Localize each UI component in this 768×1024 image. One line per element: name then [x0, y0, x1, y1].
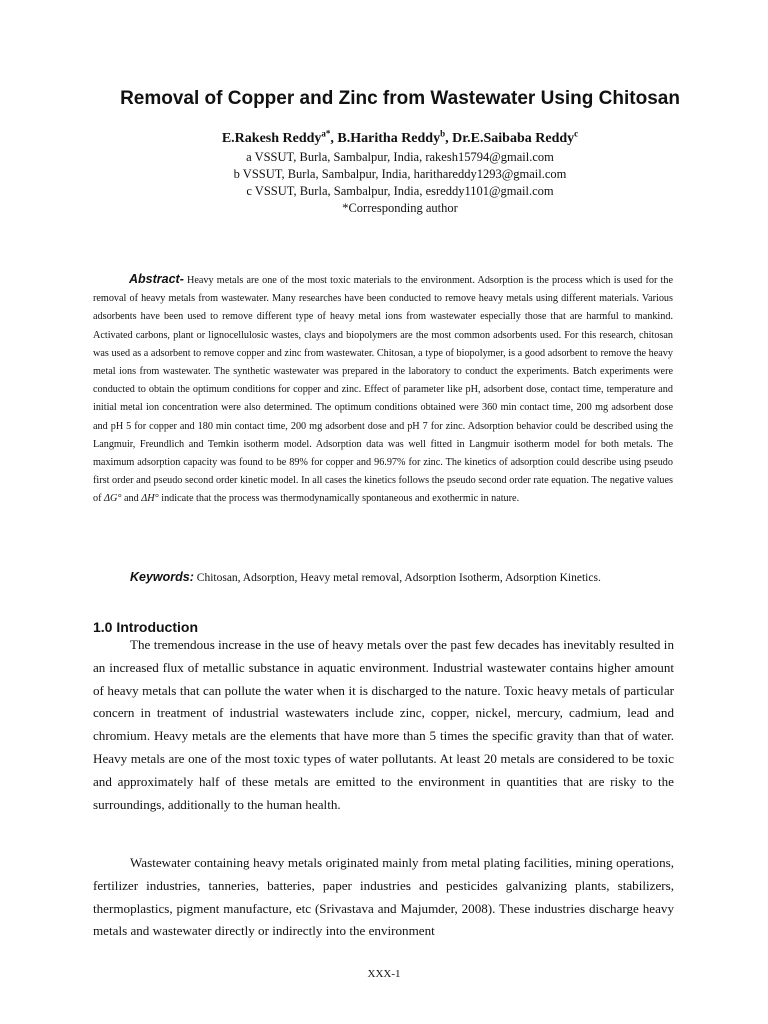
author-affiliation-mark: b: [440, 128, 446, 139]
body-paragraph: [93, 852, 674, 943]
abstract-label: Abstract-: [129, 272, 184, 286]
keywords: [130, 566, 630, 590]
abstract-text: Heavy metals are one of the most toxic materials to the environment. Adsorption is the process which is used for the removal of heavy metals from wastewater. Many researches have been conducted to remove heavy metals using different materials. Various adsorbents have been used to remove different type of heavy metal ions from wastewater especially those that are harmful to mankind. Activated carbons, plant or lignocellulosic wastes, clays and biopolymers are the most common adsorbents used. For this research, chitosan was used as a adsorbent to remove copper and zinc from wastewater. Chitosan, a type of biopolymer, is a good adsorbent to remove the heavy metal ions from wastewater. The synthetic wastewater was prepared in the laboratory to conduct the experiments. Batch experiments were conducted to obtain the optimum conditions for copper and zinc. Effect of parameter like pH, adsorbent dose, contact time, temperature and initial metal ion concentration were also determined. The optimum conditions obtained were 360 min contact time, 200 mg adsorbent dose and pH 5 for copper and 180 min contact time, 200 mg adsorbent dose and pH 7 for zinc. Adsorption behavior could be described using the Langmuir, Freundlich and Temkin isotherm model. Adsorption data was well fitted in Langmuir isotherm model for both metals. The maximum adsorption capacity was found to be 89% for copper and 96.97% for zinc. The kinetics of adsorption could describe using pseudo first order and pseudo second order kinetic model. In all cases the kinetics follows the pseudo second order rate equation. The negative values of: [93, 275, 673, 505]
corresponding-author-note: *Corresponding author: [342, 201, 458, 215]
page-number: XXX-1: [367, 968, 401, 980]
paper-title: Removal of Copper and Zinc from Wastewater Using Chitosan: [120, 88, 680, 109]
body-paragraph: [93, 634, 674, 816]
delta-h-symbol: ΔH°: [141, 493, 159, 505]
section-heading: 1.0 Introduction: [93, 619, 198, 635]
affiliation-list: [150, 149, 650, 217]
abstract-text: indicate that the process was thermodynamically spontaneous and exothermic in nature.: [158, 493, 520, 505]
author-list: [150, 128, 650, 147]
author-separator: ,: [330, 131, 338, 146]
author-separator: ,: [445, 131, 453, 146]
delta-g-symbol: ΔG°: [104, 493, 122, 505]
affiliation-line: b VSSUT, Burla, Sambalpur, India, harithareddy1293@gmail.com: [233, 167, 567, 181]
abstract-text: and: [121, 493, 142, 505]
keywords-text: Chitosan, Adsorption, Heavy metal removal, Adsorption Isotherm, Adsorption Kinetics.: [193, 572, 601, 584]
author-name: Dr.E.Saibaba Reddy: [452, 131, 575, 146]
affiliation-line: a VSSUT, Burla, Sambalpur, India, rakesh15794@gmail.com: [246, 150, 554, 164]
author-affiliation-mark: a*: [321, 128, 331, 139]
paragraph-text: Wastewater containing heavy metals originated mainly from metal plating facilities, mining operations, fertilizer industries, tanneries, batteries, paper industries and pesticides galvanizing plants, stabilizers, thermoplastics, pigment manufacture, etc (Srivastava and Majumder, 2008). These industries discharge heavy metals and wastewater directly or indirectly into the environment: [93, 855, 674, 939]
paragraph-text: The tremendous increase in the use of heavy metals over the past few decades has inevitably resulted in an increased flux of metallic substance in aquatic environment. Industrial wastewater contains higher amount of heavy metals that can pollute the water when it is discharged to the nature. Toxic heavy metals of particular concern in treatment of industrial wastewaters include zinc, copper, nickel, mercury, cadmium, lead and chromium. Heavy metals are the elements that have more than 5 times the specific gravity than that of water. Heavy metals are one of the most toxic types of water pollutants. At least 20 metals are considered to be toxic and approximately half of these metals are emitted to the environment in quantities that are risky to the surroundings, additionally to the human health.: [93, 637, 674, 812]
keywords-label: Keywords:: [130, 570, 194, 584]
abstract: [93, 270, 673, 509]
author-affiliation-mark: c: [574, 128, 579, 139]
author-name: E.Rakesh Reddy: [221, 131, 322, 146]
affiliation-line: c VSSUT, Burla, Sambalpur, India, esreddy1101@gmail.com: [246, 184, 554, 198]
author-name: B.Haritha Reddy: [337, 131, 441, 146]
